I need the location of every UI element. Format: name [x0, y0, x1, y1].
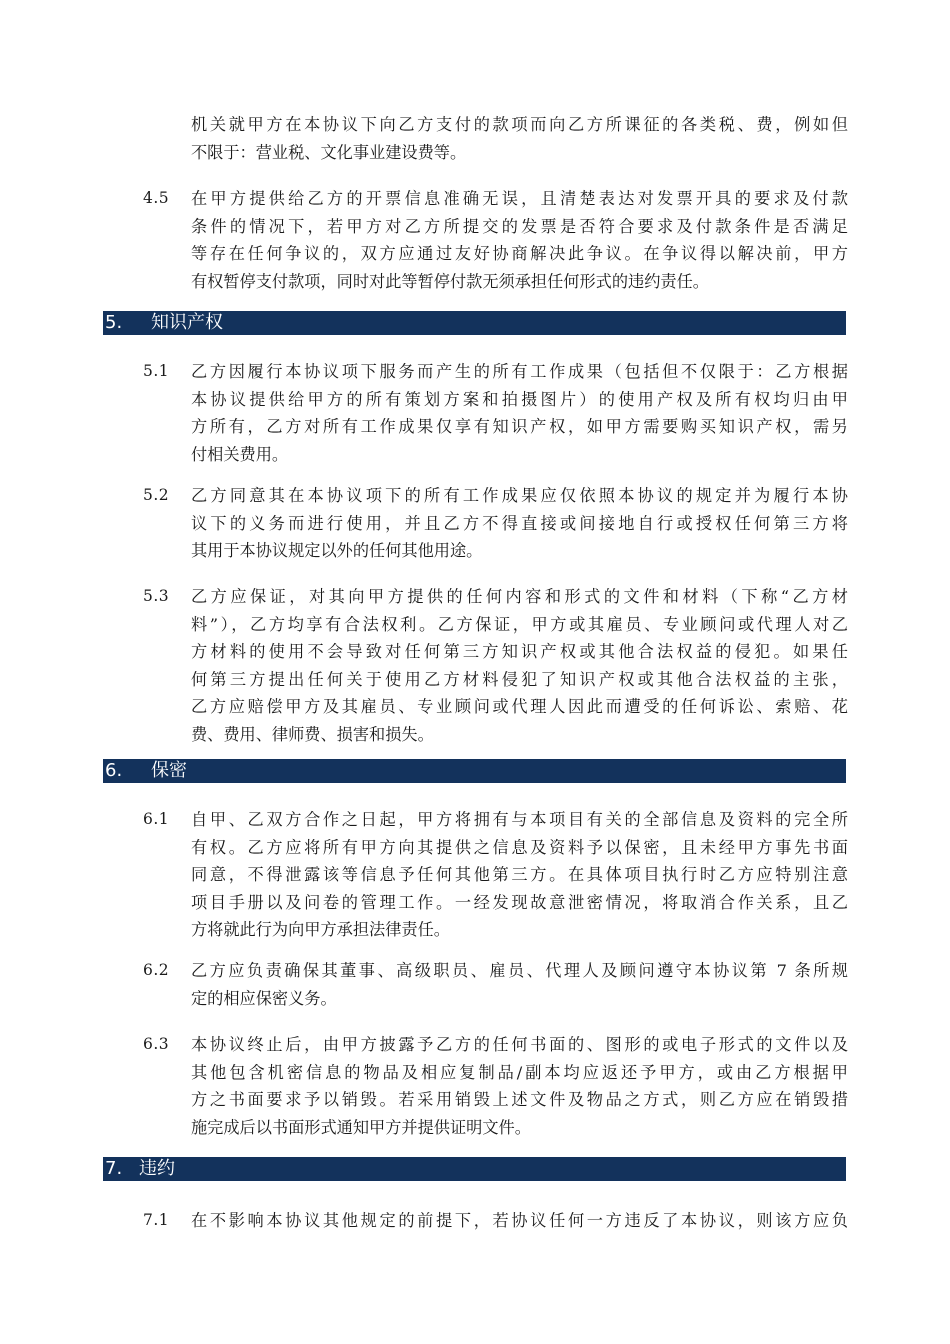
text-line: 方之书面要求予以销毁。若采用销毁上述文件及物品之方式，则乙方应在销毁措	[191, 1090, 848, 1109]
text-line: 料”），乙方均享有合法权利。乙方保证，甲方或其雇员、专业顾问或代理人对乙	[191, 614, 848, 634]
text-line: 乙方应保证，对其向甲方提供的任何内容和形式的文件和材料（下称“乙方材	[191, 587, 848, 606]
section-title: 保密	[151, 760, 187, 781]
text-line: 等存在任何争议的，双方应通过友好协商解决此争议。在争议得以解决前，甲方	[191, 244, 848, 263]
clause-text	[191, 358, 848, 468]
section-number: 6.	[105, 760, 123, 781]
text-line: 方所有，乙方对所有工作成果仅享有知识产权，如甲方需要购买知识产权，需另	[191, 417, 848, 436]
text-line: 付相关费用。	[191, 444, 289, 464]
clause-text	[191, 1031, 848, 1141]
text-line: 其用于本协议规定以外的任何其他用途。	[191, 541, 483, 560]
clause-number: 6.2	[143, 961, 170, 979]
section-number: 7.	[105, 1158, 123, 1179]
text-line: 议下的义务而进行使用，并且乙方不得直接或间接地自行或授权任何第三方将	[191, 513, 848, 533]
text-line: 施完成后以书面形式通知甲方并提供证明文件。	[191, 1117, 531, 1137]
section-title: 违约	[139, 1158, 175, 1179]
clause-number: 6.3	[143, 1035, 170, 1053]
text-line: 在甲方提供给乙方的开票信息准确无误，且清楚表达对发票开具的要求及付款	[191, 189, 848, 208]
text-line: 同意，不得泄露该等信息予任何其他第三方。在具体项目执行时乙方应特别注意	[191, 865, 848, 884]
text-line: 乙方同意其在本协议项下的所有工作成果应仅依照本协议的规定并为履行本协	[191, 486, 848, 505]
text-line: 费、费用、律师费、损害和损失。	[191, 724, 434, 744]
text-line: 机关就甲方在本协议下向乙方支付的款项而向乙方所课征的各类税、费，例如但	[191, 115, 848, 134]
text-line: 在不影响本协议其他规定的前提下，若协议任何一方违反了本协议，则该方应负	[191, 1211, 848, 1230]
clause-text	[191, 583, 848, 748]
text-line: 方将就此行为向甲方承担法律责任。	[191, 920, 450, 939]
text-line: 有权。乙方应将所有甲方向其提供之信息及资料予以保密，且未经甲方事先书面	[191, 837, 848, 857]
clause-number: 5.3	[143, 587, 170, 605]
clause-number: 7.1	[143, 1211, 170, 1229]
text-line: 自甲、乙双方合作之日起，甲方将拥有与本项目有关的全部信息及资料的完全所	[191, 810, 848, 829]
clause-number: 5.1	[143, 362, 170, 380]
clause-text	[191, 185, 848, 295]
text-line: 本协议终止后，由甲方披露予乙方的任何书面的、图形的或电子形式的文件以及	[191, 1035, 848, 1054]
text-line: 乙方因履行本协议项下服务而产生的所有工作成果（包括但不仅限于：乙方根据	[191, 362, 848, 381]
text-line: 项目手册以及问卷的管理工作。一经发现故意泄密情况，将取消合作关系，且乙	[191, 892, 848, 912]
clause-text	[191, 1207, 848, 1235]
text-line: 何第三方提出任何关于使用乙方材料侵犯了知识产权或其他合法权益的主张，	[191, 669, 848, 689]
text-line: 不限于：营业税、文化事业建设费等。	[191, 142, 467, 162]
section-number: 5.	[105, 312, 123, 333]
clause-text	[191, 482, 848, 565]
text-line: 方材料的使用不会导致对任何第三方知识产权或其他合法权益的侵犯。如果任	[191, 642, 848, 661]
clause-number: 6.1	[143, 810, 170, 828]
text-line: 条件的情况下，若甲方对乙方所提交的发票是否符合要求及付款条件是否满足	[191, 216, 848, 236]
section-title: 知识产权	[151, 312, 223, 333]
text-line: 定的相应保密义务。	[191, 988, 337, 1008]
section-heading-7	[103, 1157, 846, 1181]
clause-text	[191, 957, 848, 1012]
text-line: 其他包含机密信息的物品及相应复制品/副本均应返还予甲方，或由乙方根据甲	[191, 1062, 848, 1082]
text-line: 本协议提供给甲方的所有策划方案和拍摄图片）的使用产权及所有权均归由甲	[191, 389, 848, 409]
section-heading-5	[103, 311, 846, 335]
clause-text	[191, 111, 848, 166]
clause-number: 5.2	[143, 486, 170, 504]
section-heading-6	[103, 759, 846, 783]
text-line: 有权暂停支付款项，同时对此等暂停付款无须承担任何形式的违约责任。	[191, 271, 709, 291]
clause-number: 4.5	[143, 189, 170, 207]
clause-text	[191, 806, 848, 944]
text-line: 乙方应负责确保其董事、高级职员、雇员、代理人及顾问遵守本协议第 7 条所规	[191, 961, 848, 980]
text-line: 乙方应赔偿甲方及其雇员、专业顾问或代理人因此而遭受的任何诉讼、索赔、花	[191, 697, 848, 716]
